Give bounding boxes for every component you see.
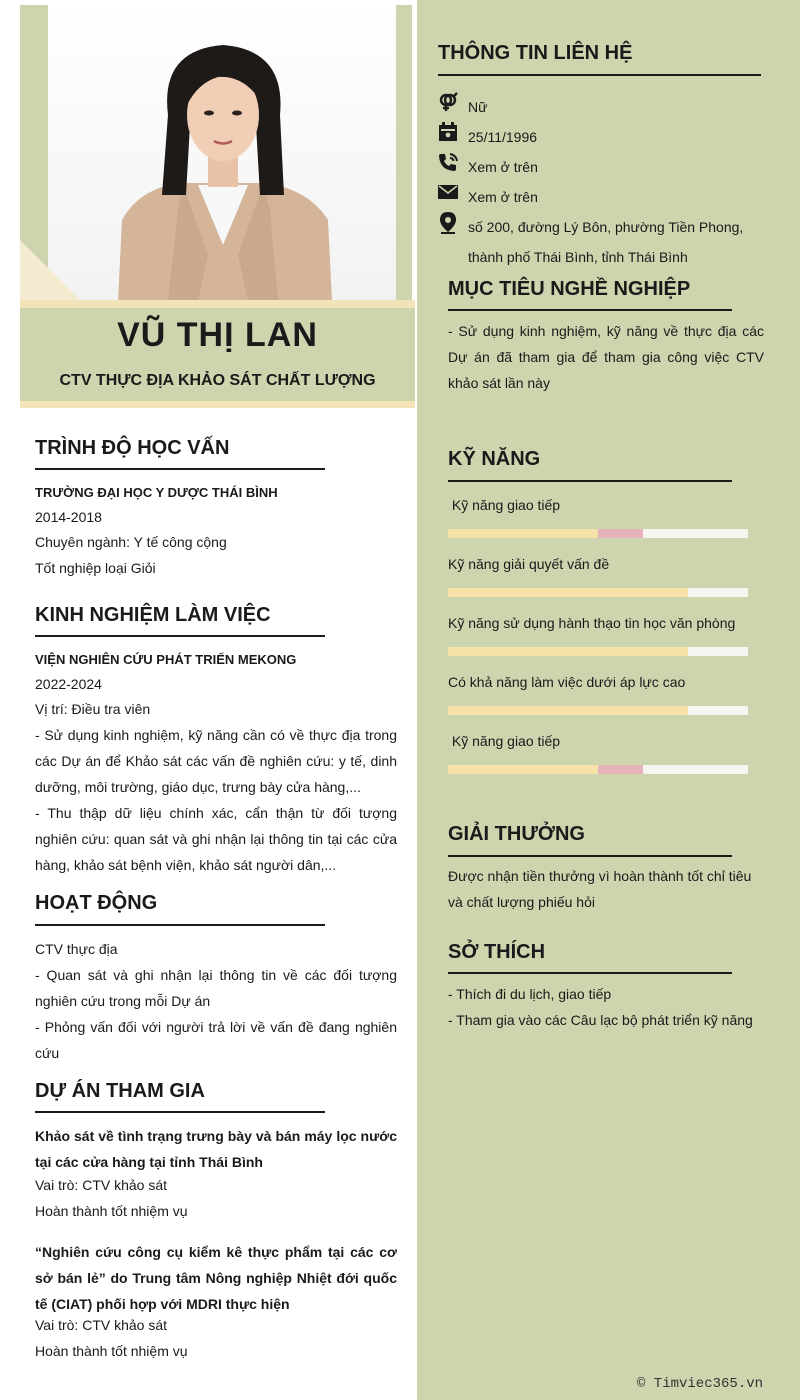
experience-desc-1: - Sử dụng kinh nghiệm, kỹ năng cần có về thực địa trong các Dự án để Khảo sát các vấn đề nghiên cứu: y tế, dinh dưỡng, môi trường, giáo dục, trưng bày cửa hàng,... [35, 727, 397, 795]
skill-label-1: Kỹ năng giao tiếp [448, 497, 561, 513]
project-1-title: Khảo sát về tình trạng trưng bày và bán máy lọc nước tại các cửa hàng tại tỉnh Thái Bình [35, 1128, 397, 1170]
gender-value: Nữ [468, 99, 488, 115]
avatar-portrait [48, 5, 396, 301]
contact-dob [438, 122, 537, 152]
skill-bar-fill [448, 706, 688, 715]
skill-bar-fill [448, 588, 688, 597]
name-band-bottom-edge [20, 401, 415, 408]
skill-bar-fill [448, 765, 598, 774]
envelope-icon [438, 182, 460, 202]
awards-title: GIẢI THƯỞNG [448, 823, 585, 845]
skill-label-5: Kỹ năng giao tiếp [448, 733, 561, 749]
hobby-item-1: - Thích đi du lịch, giao tiếp [448, 986, 612, 1002]
project-1-role: Vai trò: CTV khảo sát [35, 1177, 168, 1193]
skill-bar-3 [448, 647, 748, 656]
skill-label-2: Kỹ năng giải quyết vấn đề [448, 556, 610, 572]
gender-icon [438, 92, 460, 112]
activities-desc-1: - Quan sát và ghi nhận lại thông tin về các đối tượng nghiên cứu trong mỗi Dự án [35, 967, 397, 1009]
experience-org: VIỆN NGHIÊN CỨU PHÁT TRIỂN MEKONG [35, 652, 297, 667]
education-grade: Tốt nghiệp loại Giỏi [35, 560, 156, 576]
full-name: VŨ THỊ LAN [117, 316, 318, 354]
objective-title: MỤC TIÊU NGHỀ NGHIỆP [448, 278, 691, 300]
contact-address [438, 212, 743, 272]
activities-title: HOẠT ĐỘNG [35, 892, 158, 914]
objective-text: - Sử dụng kinh nghiệm, kỹ năng về thực địa các Dự án đã tham gia để tham gia công việc CTV khảo sát lần này [448, 323, 764, 391]
avatar [48, 5, 396, 301]
skill-bar-5 [448, 765, 748, 774]
footer-copyright: © Timviec365.vn [637, 1376, 764, 1392]
location-pin-icon [438, 212, 460, 232]
contact-phone [438, 152, 538, 182]
skills-rule [448, 480, 732, 482]
awards-text: Được nhận tiền thưởng vì hoàn thành tốt chỉ tiêu và chất lượng phiếu hỏi [448, 868, 752, 910]
dob-value: 25/11/1996 [468, 129, 538, 145]
activities-rule [35, 924, 325, 926]
phone-value: Xem ở trên [468, 159, 538, 175]
skill-bar-marker [598, 765, 643, 774]
education-title: TRÌNH ĐỘ HỌC VẤN [35, 437, 230, 459]
decorative-fold [20, 240, 80, 300]
skills-title: KỸ NĂNG [448, 448, 541, 470]
calendar-icon [438, 122, 460, 142]
skill-bar-4 [448, 706, 748, 715]
education-years: 2014-2018 [35, 509, 102, 525]
experience-position: Vị trí: Điều tra viên [35, 701, 151, 717]
objective-rule [448, 309, 732, 311]
contact-title: THÔNG TIN LIÊN HỆ [438, 42, 633, 64]
hobbies-title: SỞ THÍCH [448, 941, 546, 963]
projects-rule [35, 1111, 325, 1113]
experience-title: KINH NGHIỆM LÀM VIỆC [35, 604, 271, 626]
project-2-role: Vai trò: CTV khảo sát [35, 1317, 168, 1333]
job-title: CTV THỰC ĐỊA KHẢO SÁT CHẤT LƯỢNG [59, 372, 376, 389]
activities-line: CTV thực địa [35, 941, 118, 957]
contact-email [438, 182, 538, 212]
address-line-2: thành phố Thái Bình, tỉnh Thái Bình [468, 249, 688, 265]
name-band-top-edge [20, 300, 415, 308]
skill-label-3: Kỹ năng sử dụng hành thạo tin học văn phòng [448, 615, 736, 631]
address-line-1: số 200, đường Lý Bôn, phường Tiền Phong, [468, 219, 744, 235]
projects-title: DỰ ÁN THAM GIA [35, 1080, 205, 1102]
project-2-title: “Nghiên cứu công cụ kiểm kê thực phẩm tại các cơ sở bán lẻ” do Trung tâm Nông nghiệp Nhiệt đới quốc tế (CIAT) phối hợp với MDRI thực hiện [35, 1244, 397, 1312]
activities-desc-2: - Phỏng vấn đối với người trả lời về vấn đề đang nghiên cứu [35, 1019, 397, 1061]
experience-years: 2022-2024 [35, 676, 102, 692]
project-1-result: Hoàn thành tốt nhiệm vụ [35, 1203, 188, 1219]
skill-bar-marker [598, 529, 643, 538]
skill-bar-2 [448, 588, 748, 597]
project-2-result: Hoàn thành tốt nhiệm vụ [35, 1343, 188, 1359]
education-major: Chuyên ngành: Y tế công cộng [35, 534, 227, 550]
hobby-item-2: - Tham gia vào các Câu lạc bộ phát triển kỹ năng [448, 1012, 753, 1028]
email-value: Xem ở trên [468, 189, 538, 205]
skill-bar-fill [448, 529, 598, 538]
hobbies-rule [448, 972, 732, 974]
awards-rule [448, 855, 732, 857]
contact-rule [438, 74, 761, 76]
phone-icon [438, 152, 460, 172]
skill-bar-fill [448, 647, 688, 656]
contact-gender [438, 92, 487, 122]
experience-rule [35, 635, 325, 637]
skill-label-4: Có khả năng làm việc dưới áp lực cao [448, 674, 686, 690]
education-school: TRƯỜNG ĐẠI HỌC Y DƯỢC THÁI BÌNH [35, 485, 278, 500]
address-value [468, 212, 743, 272]
skill-bar-1 [448, 529, 748, 538]
education-rule [35, 468, 325, 470]
experience-desc-2: - Thu thập dữ liệu chính xác, cẩn thận từ đối tượng nghiên cứu: quan sát và ghi nhận lại thông tin tại các cửa hàng, khảo sát bệnh viện, khảo sát người dân,... [35, 805, 397, 873]
